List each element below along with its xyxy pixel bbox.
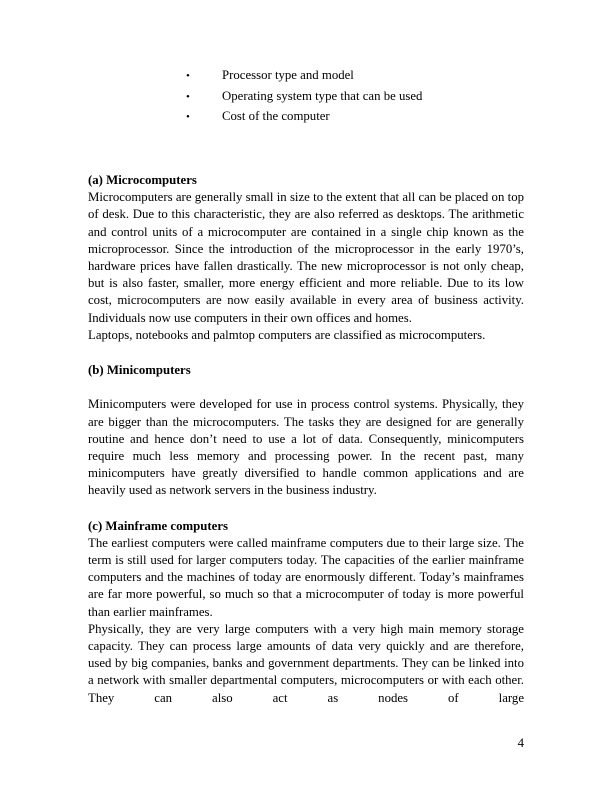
section-spacer [88,500,524,518]
list-item-label: Operating system type that can be used [222,88,423,103]
paragraph-minicomputers-1: Minicomputers were developed for use in process control systems. Physically, they are bigger than the microcomputers. The tasks they are designed for are generally routine and hence don’t need to use a lot of data. Consequently, minicomputers require much less memory and processing power. In the recent past, many minicomputers have greatly diversified to handle common applications and are heavily used as network servers in the business industry. [88,397,524,498]
bullet-icon: • [186,111,190,123]
list-item [186,107,516,128]
paragraph-microcomputers-2: Laptops, notebooks and palmtop computers are classified as microcomputers. [88,327,486,342]
section-heading-mainframe: (c) Mainframe computers [88,518,229,533]
list-item [186,66,516,87]
body-text-column [88,172,524,707]
bullet-icon: • [186,90,190,103]
heading-spacer [88,379,524,396]
section-heading-minicomputers: (b) Minicomputers [88,363,191,378]
bullet-icon: • [186,70,190,82]
page-number: 4 [517,736,524,750]
list-item-label: Cost of the computer [222,109,330,123]
paragraph-mainframe-1: The earliest computers were called mainframe computers due to their large size. The term is still used for larger computers today. The capacities of the earlier mainframe computers and the machines of today are enormously different. Today’s mainframes are far more powerful, so much so that a microcomputer of today is more powerful than earlier mainframes. [88,535,524,619]
list-item [186,87,516,108]
paragraph-microcomputers-1: Microcomputers are generally small in size to the extent that all can be placed on top of desk. Due to this characteristic, they are also referred as desktops. The arithmetic and control units of a microcomputer are contained in a single chip known as the microprocessor. Since the introduction of the microprocessor in the early 1970’s, hardware prices have fallen drastically. The new microprocessor is not only cheap, but is also faster, smaller, more energy efficient and more reliable. Due to its low cost, microcomputers are now easily available in every area of business activity. Individuals now use computers in their own offices and homes. [88,190,524,325]
section-heading-microcomputers: (a) Microcomputers [88,173,197,187]
section-spacer [88,344,524,362]
paragraph-mainframe-2: Physically, they are very large computers with a very high main memory storage capacity. They can process large amounts of data very quickly and are therefore, used by big companies, banks and government departments. They can be linked into a network with smaller departmental computers, microcomputers or with each other. They can also act as nodes of large [88,621,524,705]
feature-bullet-list [186,66,516,128]
list-item-label: Processor type and model [222,68,354,82]
